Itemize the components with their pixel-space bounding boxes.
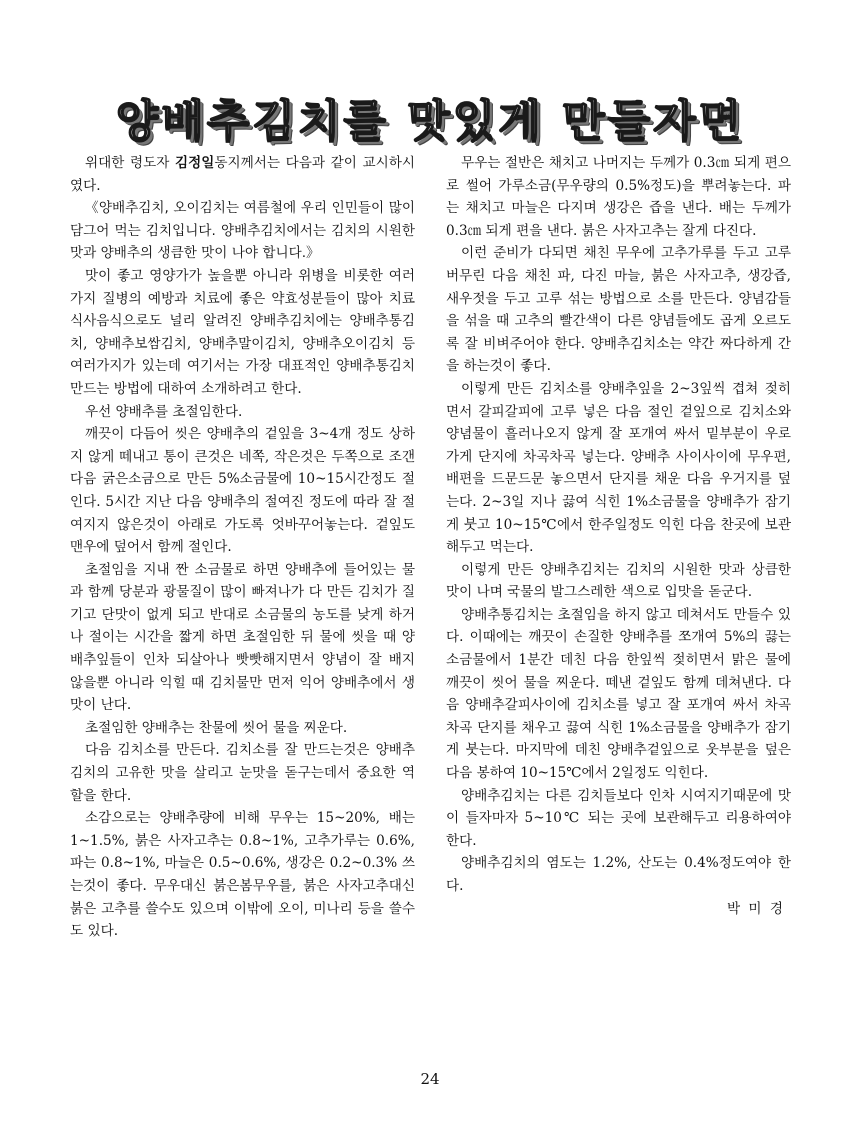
body-paragraph: 깨끗이 다듬어 씻은 양배추의 겉잎을 3~4개 정도 상하지 않게 떼내고 통이 큰것은 네쪽, 작은것은 두쪽으로 조갠 다음 굵은소금으로 만든 5%소금물에 10~15시간정도 절인다. 5시간 지난 다음 양배추의 절여진 정도에 따라 잘 절여지지 않은것이 아래로 가도록 엇바꾸어놓는다. 겉잎도 맨우에 덮어서 함께 절인다. bbox=[70, 426, 415, 556]
body-paragraph: 이런 준비가 다되면 채친 무우에 고추가루를 두고 고루 버무린 다음 채친 파, 다진 마늘, 붉은 사자고추, 생강즙, 새우젓을 두고 고루 섞는 방법으로 소를 만든다. 양념감들을 섞을 때 고추의 빨간색이 다른 양념들에도 곱게 오르도록 잘 비벼주어야 한다. 양배추김치소는 약간 짜다하게 간을 하는것이 좋다. bbox=[446, 245, 791, 375]
body-paragraph: 이렇게 만든 김치소를 양배추잎을 2~3잎씩 겹쳐 젖히면서 갈피갈피에 고루 넣은 다음 절인 겉잎으로 김치소와 양념물이 흘러나오지 않게 잘 포개여 싸서 밑부분이 우로 가게 단지에 차곡차곡 넣는다. 양배추 사이사이에 무우편, 배편을 드문드문 놓으면서 단지를 채운 다음 우거지를 덮는다. 2~3일 지나 끓여 식힌 1%소금물을 양배추가 잠기게 붓고 10~15℃에서 한주일정도 익힌 다음 찬곳에 보관해두고 먹는다. bbox=[446, 380, 791, 556]
body-paragraph: 양배추김치의 염도는 1.2%, 산도는 0.4%정도여야 한다. bbox=[446, 855, 791, 894]
article-title: 양배추김치를 맛있게 만들자면 bbox=[115, 96, 745, 147]
body-paragraph: 초절임한 양배추는 찬물에 씻어 물을 찌운다. bbox=[84, 719, 348, 736]
page-number: 24 bbox=[420, 1070, 440, 1088]
body-paragraph: 양배추통김치는 초절임을 하지 않고 데쳐서도 만들수 있다. 이때에는 깨끗이 손질한 양배추를 쪼개여 5%의 끓는 소금물에서 1분간 데친 다음 한잎씩 젖히면서 맑은 물에 깨끗이 씻어 물을 찌운다. 떼낸 겉잎도 함께 데쳐낸다. 다음 양배추갈피사이에 김치소를 넣고 잘 포개여 싸서 차곡차곡 단지를 채우고 끓여 식힌 1%소금물을 양배추가 잠기게 붓는다. 마지막에 데친 양배추겉잎으로 웃부분을 덮은 다음 봉하여 10~15℃에서 2일정도 익힌다. bbox=[446, 606, 791, 782]
body-paragraph: 소감으로는 양배추량에 비해 무우는 15~20%, 배는 1~1.5%, 붉은 사자고추는 0.8~1%, 고추가루는 0.6%, 파는 0.8~1%, 마늘은 0.5~0.6%, 생강은 0.2~0.3% 쓰는것이 좋다. 무우대신 붉은봄무우를, 붉은 사자고추대신 붉은 고추를 쓸수도 있으며 이밖에 오이, 미나리 등을 쓸수도 있다. bbox=[70, 810, 415, 940]
intro-text-pre: 위대한 령도자 bbox=[84, 155, 175, 171]
leader-name: 김정일 bbox=[174, 155, 215, 171]
intro-text-post: 동지께서는 다음과 같이 교시하시였다. bbox=[70, 155, 415, 194]
intro-paragraph bbox=[70, 152, 415, 197]
body-paragraph: 우선 양배추를 초절임한다. bbox=[84, 403, 243, 420]
body-paragraph: 다음 김치소를 만든다. 김치소를 잘 만드는것은 양배추김치의 고유한 맛을 살리고 눈맛을 돋구는데서 중요한 역할을 한다. bbox=[70, 742, 415, 804]
body-paragraph: 초절임을 지내 짠 소금물로 하면 양배추에 들어있는 물과 함께 당분과 광물질이 많이 빠져나가 다 만든 김치가 질기고 단맛이 없게 되고 반대로 소금물의 농도를 낮게 하거나 절이는 시간을 짧게 하면 초절임한 뒤 물에 씻을 때 양배추잎들이 인차 되살아나 빳빳해지면서 양념이 잘 배지 않을뿐 아니라 익힐 때 김치물만 먼저 익어 양배추에서 생맛이 난다. bbox=[70, 561, 415, 714]
right-column bbox=[446, 152, 791, 920]
quote-paragraph: 《양배추김치, 오이김치는 여름철에 우리 인민들이 많이 담그어 먹는 김치입니다. 양배추김치에서는 김치의 시원한 맛과 양배추의 생큼한 맛이 나야 합니다.》 bbox=[70, 200, 415, 262]
body-paragraph: 무우는 절반은 채치고 나머지는 두께가 0.3㎝ 되게 편으로 썰어 가루소금(무우량의 0.5%정도)을 뿌려놓는다. 파는 채치고 마늘은 다지며 생강은 즙을 낸다. 배는 두께가 0.3㎝ 되게 편을 낸다. 붉은 사자고추는 잘게 다진다. bbox=[446, 155, 791, 239]
author-signature: 박 미 경 bbox=[726, 900, 785, 917]
body-paragraph: 양배추김치는 다른 김치들보다 인차 시여지기때문에 맛이 들자마자 5~10℃ 되는 곳에 보관해두고 리용하여야 한다. bbox=[446, 787, 791, 849]
body-paragraph: 이렇게 만든 양배추김치는 김치의 시원한 맛과 상큼한 맛이 나며 국물의 발그스레한 색으로 입맛을 돋군다. bbox=[446, 561, 791, 601]
left-column bbox=[70, 152, 415, 943]
body-paragraph: 맛이 좋고 영양가가 높을뿐 아니라 위병을 비롯한 여러가지 질병의 예방과 치료에 좋은 약효성분들이 많아 치료식사음식으로도 널리 알려진 양배추김치에는 양배추통김치, 양배추보쌈김치, 양배추말이김치, 양배추오이김치 등 여러가지가 있는데 여기서는 가장 대표적인 양배추통김치 만드는 방법에 대하여 소개하려고 한다. bbox=[70, 267, 415, 397]
